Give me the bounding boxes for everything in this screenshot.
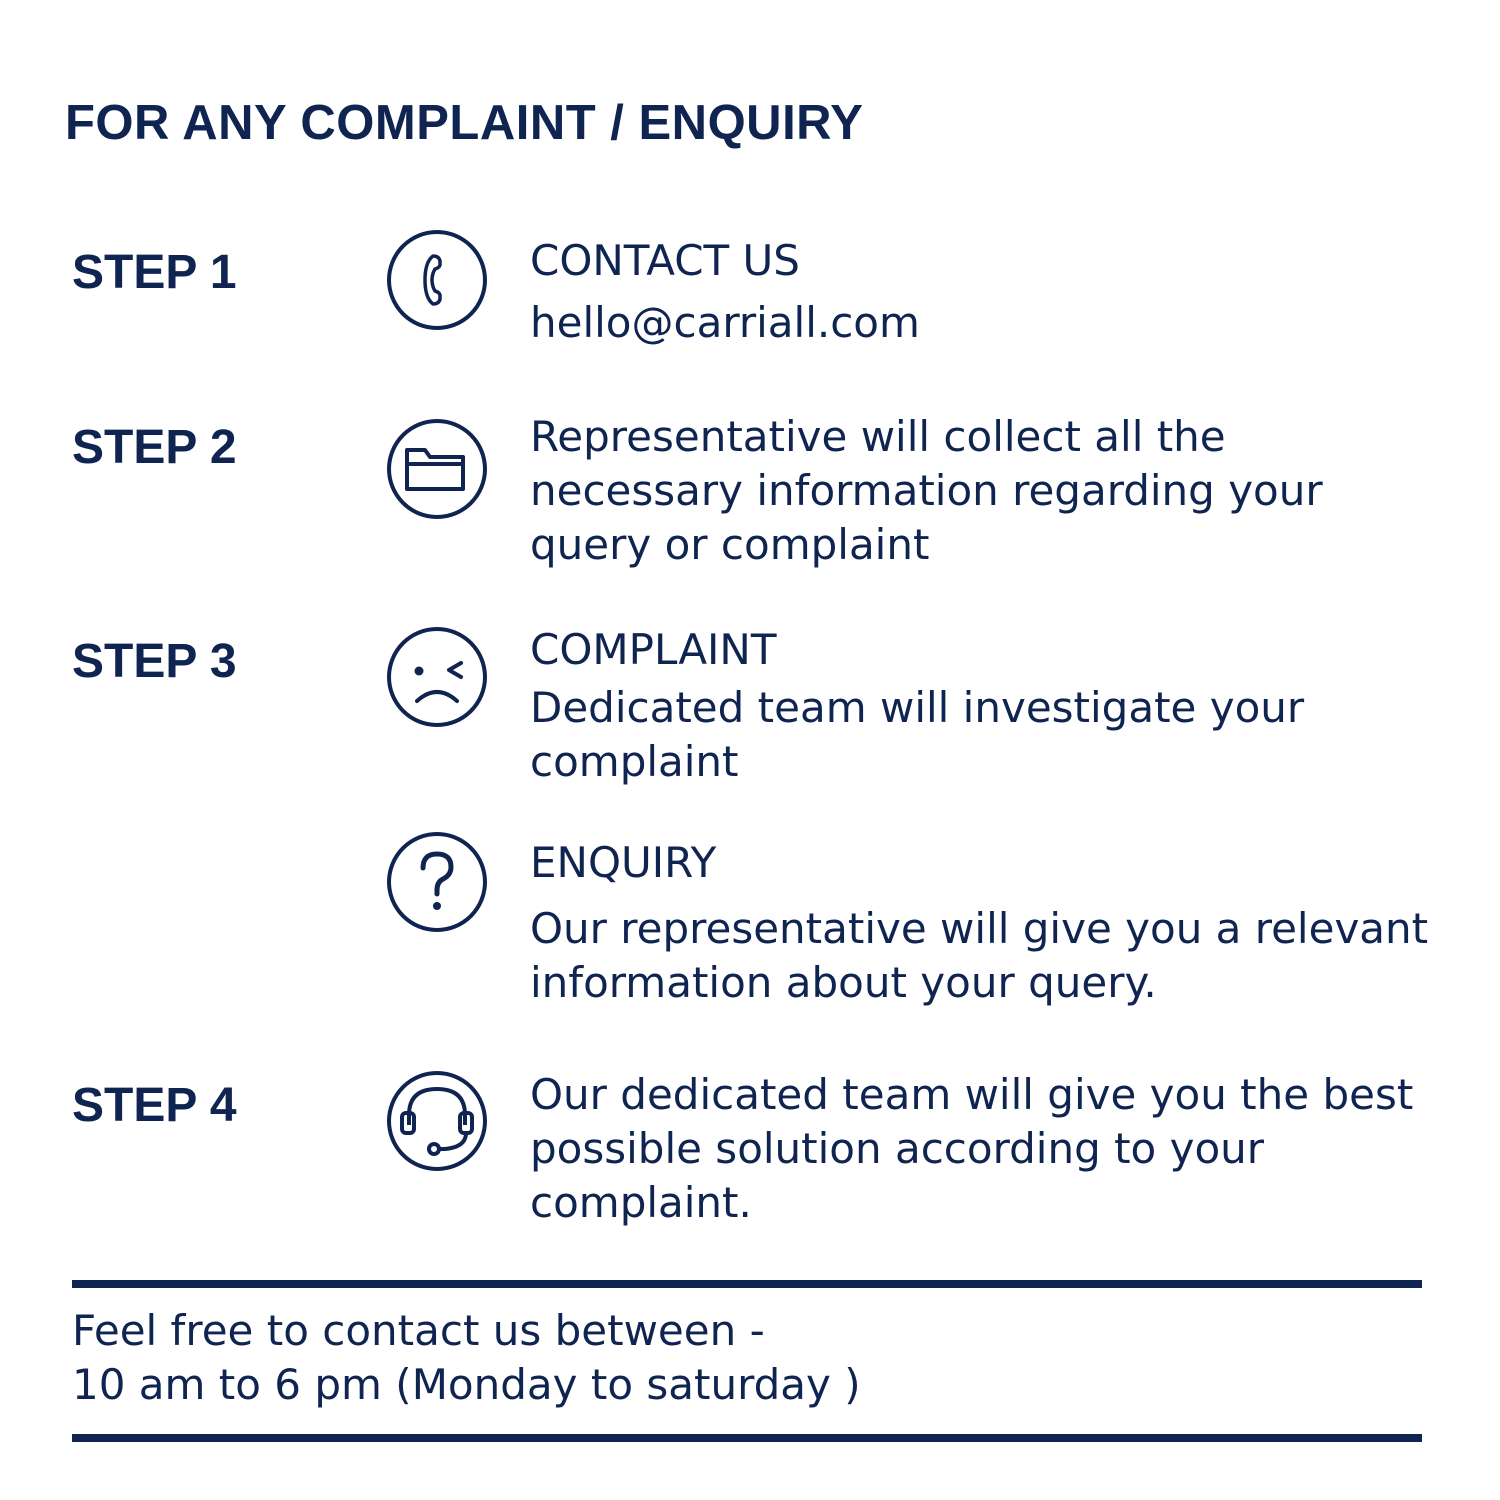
footer-bottom-divider — [72, 1434, 1422, 1442]
step-1-label: STEP 1 — [72, 246, 237, 299]
question-mark-icon — [385, 830, 489, 934]
contact-hours-line-1: Feel free to contact us between - — [72, 1306, 765, 1355]
step-2-text — [530, 410, 1440, 572]
sad-face-icon — [385, 625, 489, 729]
step-3-label: STEP 3 — [72, 635, 237, 688]
step-4-text — [530, 1068, 1440, 1230]
step-4-description: Our dedicated team will give you the best possible solution according to your complaint. — [530, 1070, 1414, 1227]
complaint-heading: COMPLAINT — [530, 625, 777, 674]
step-2-description: Representative will collect all the necessary information regarding your query or complaint — [530, 412, 1323, 569]
step-2-label: STEP 2 — [72, 421, 237, 474]
enquiry-description: Our representative will give you a relevant information about your query. — [530, 904, 1429, 1007]
step-1-text — [530, 230, 1440, 354]
phone-icon — [385, 228, 489, 332]
contact-us-heading: CONTACT US — [530, 236, 800, 285]
step-4-label: STEP 4 — [72, 1079, 237, 1132]
page-title: FOR ANY COMPLAINT / ENQUIRY — [65, 96, 864, 150]
folder-icon — [385, 417, 489, 521]
contact-hours-line-2: 10 am to 6 pm (Monday to saturday ) — [72, 1360, 861, 1409]
step-3-text — [530, 619, 1440, 789]
footer-top-divider — [72, 1280, 1422, 1288]
headset-icon — [385, 1069, 489, 1173]
enquiry-text — [530, 832, 1440, 1010]
contact-email[interactable]: hello@carriall.com — [530, 298, 920, 347]
complaint-description: Dedicated team will investigate your complaint — [530, 683, 1305, 786]
contact-hours — [72, 1304, 1422, 1412]
enquiry-heading: ENQUIRY — [530, 838, 717, 887]
